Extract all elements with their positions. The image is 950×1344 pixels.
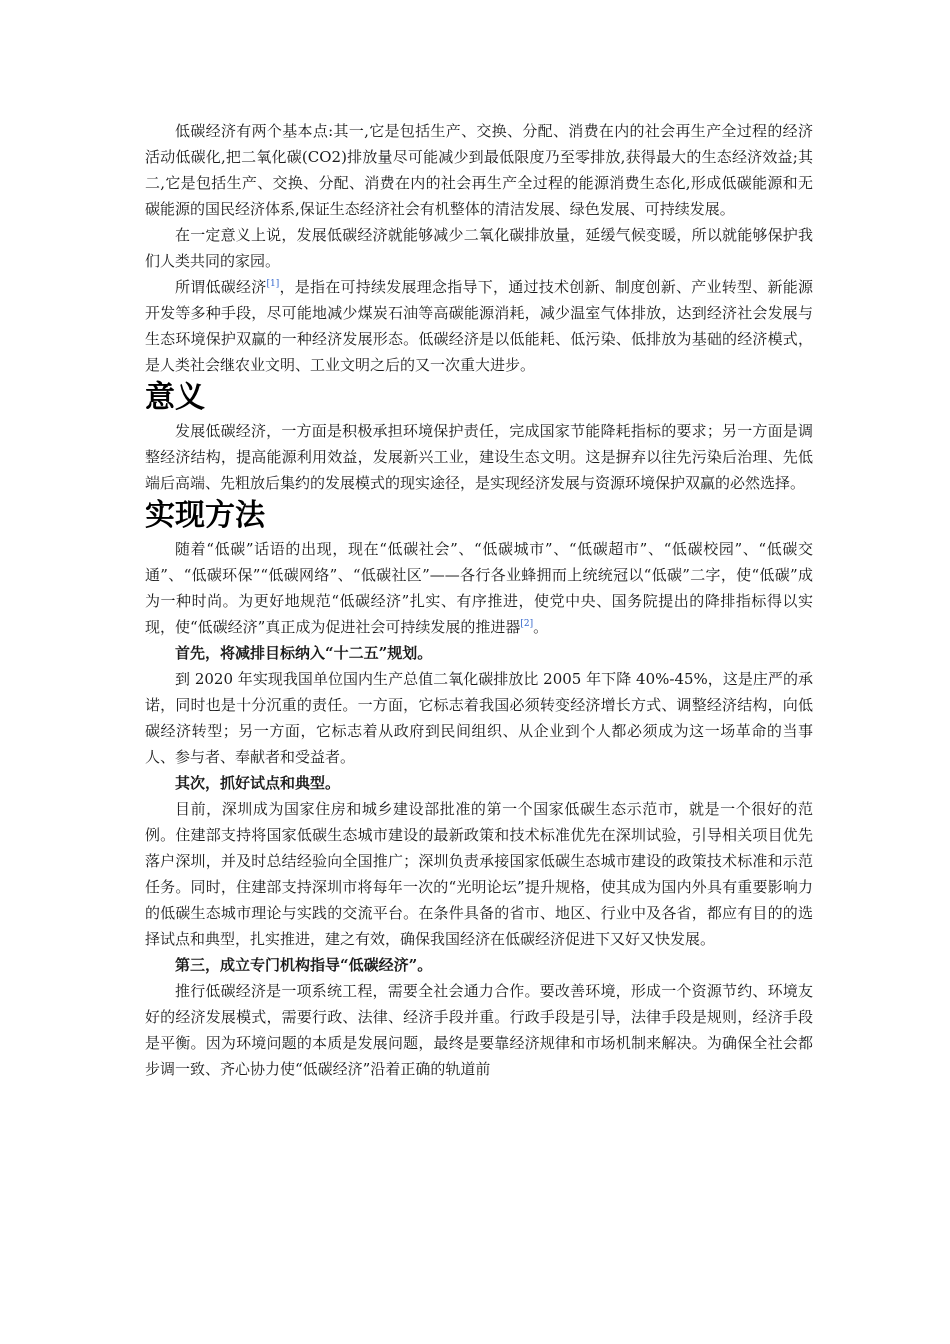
section-heading-significance: 意义 [145,380,205,415]
second-paragraph: 目前，深圳成为国家住房和城乡建设部批准的第一个国家低碳生态示范市，就是一个很好的范例。住建部支持将国家低碳生态城市建设的最新政策和技术标准优先在深圳试验，引导相关项目优先落户深圳，并及时总结经验向全国推广；深圳负责承接国家低碳生态城市建设的政策技术标准和示范任务。同时，住建部支持深圳市将每年一次的“光明论坛”提升规格，使其成为国内外具有重要影响力的低碳生态城市理论与实践的交流平台。在条件具备的省市、地区、行业中及各省，都应有目的的选择试点和典型，扎实推进，建之有效，确保我国经济在低碳经济促进下又好又快发展。 [145,800,813,948]
methods-paragraph-1-text-start: 随着“低碳”话语的出现，现在“低碳社会”、“低碳城市”、“低碳超市”、“低碳校园”、“低碳交通”、“低碳环保”“低碳网络”、“低碳社区”——各行各业蜂拥而上统统冠以“低碳”二字，使“低碳”成为一种时尚。为更好地规范“低碳经济”扎实、有序推进，使党中央、国务院提出的降排指标得以实现，使“低碳经济”真正成为促进社会可持续发展的推进器 [145,540,813,636]
subheading-first: 首先，将减排目标纳入“十二五”规划。 [175,644,433,662]
citation-link-1[interactable]: [1] [266,279,280,289]
subheading-second: 其次，抓好试点和典型。 [175,774,341,792]
intro-paragraph-1: 低碳经济有两个基本点:其一,它是包括生产、交换、分配、消费在内的社会再生产全过程的经济活动低碳化,把二氧化碳(CO2)排放量尽可能减少到最低限度乃至零排放,获得最大的生态经济效益;其二,它是包括生产、交换、分配、消费在内的社会再生产全过程的能源消费生态化,形成低碳能源和无碳能源的国民经济体系,保证生态经济社会有机整体的清洁发展、绿色发展、可持续发展。 [145,122,813,218]
significance-paragraph: 发展低碳经济，一方面是积极承担环境保护责任，完成国家节能降耗指标的要求；另一方面是调整经济结构，提高能源利用效益，发展新兴工业，建设生态文明。这是摒弃以往先污染后治理、先低端后高端、先粗放后集约的发展模式的现实途径，是实现经济发展与资源环境保护双赢的必然选择。 [145,422,813,492]
intro-paragraph-3-text-start: 所谓低碳经济 [175,278,267,296]
citation-link-2[interactable]: [2] [520,619,534,629]
intro-paragraph-2: 在一定意义上说，发展低碳经济就能够减少二氧化碳排放量，延缓气候变暖，所以就能够保护我们人类共同的家园。 [145,226,813,270]
first-paragraph: 到 2020 年实现我国单位国内生产总值二氧化碳排放比 2005 年下降 40%-45%，这是庄严的承诺，同时也是十分沉重的责任。一方面，它标志着我国必须转变经济增长方式、调整经济结构，向低碳经济转型；另一方面，它标志着从政府到民间组织、从企业到个人都必须成为这一场革命的当事人、参与者、奉献者和受益者。 [145,670,813,766]
third-paragraph: 推行低碳经济是一项系统工程，需要全社会通力合作。要改善环境，形成一个资源节约、环境友好的经济发展模式，需要行政、法律、经济手段并重。行政手段是引导，法律手段是规则，经济手段是平衡。因为环境问题的本质是发展问题，最终是要靠经济规律和市场机制来解决。为确保全社会都步调一致、齐心协力使“低碳经济”沿着正确的轨道前 [145,982,813,1078]
methods-paragraph-1 [145,536,813,640]
intro-paragraph-3 [145,274,813,378]
section-heading-methods: 实现方法 [145,498,265,533]
intro-paragraph-3-text-end: ，是指在可持续发展理念指导下，通过技术创新、制度创新、产业转型、新能源开发等多种手段，尽可能地减少煤炭石油等高碳能源消耗，减少温室气体排放，达到经济社会发展与生态环境保护双赢的一种经济发展形态。低碳经济是以低能耗、低污染、低排放为基础的经济模式，是人类社会继农业文明、工业文明之后的又一次重大进步。 [145,278,813,374]
document-page [145,118,813,1082]
methods-paragraph-1-text-end: 。 [533,618,549,636]
subheading-third: 第三，成立专门机构指导“低碳经济”。 [175,956,433,974]
